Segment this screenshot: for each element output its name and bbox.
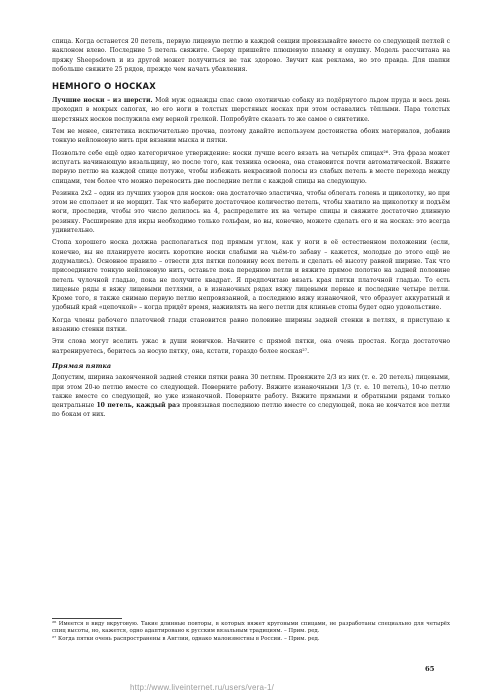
- paragraph-ribbing: Резинка 2x2 – один из лучших узоров для носков: она достаточно эластична, чтобы облегать голень и щиколотку, но при этом не сползает и не морщит. Так что наберите достаточное количество петель, чтобы хватило на щиколотку и подъём ноги, проследив, чтобы это число делилось на 4, распределите их на четыре спицы и свяжите достаточно длинную резинку. Расширение для икры необходимо только гольфам, но вы, конечно, можете сделать его и на носках: это всегда удивительно.: [52, 189, 450, 235]
- paragraph-wool-socks: [52, 96, 450, 124]
- paragraph-heel-flap: Когда члены рабочего платочной глади становится равно половине ширины задней стенки в петлях, я приступаю к вязанию стенки пятки.: [52, 316, 450, 334]
- paragraph-text: провязывая последнюю петлю вместе со следующей, пока не кончатся все петли по бокам от них.: [52, 402, 450, 419]
- footnote-26: ²⁶ Имеется в виду вкруговую. Такие длинные повторы, в которых вяжет круговыми спицами, не разработаны специально для четырёх спиц высоты, но, кажется, одно адаптировано к русским вязальным традициям. – Прим. ред.: [52, 621, 450, 635]
- page-body: [52, 37, 450, 423]
- page-number: 65: [425, 665, 435, 673]
- paragraph-heel: Стопа хорошего носка должна располагаться под прямым углом, как у ноги в её естественном положении (если, конечно, вы не планируете носить короткие носки слабыми на чьём-то забаву – кажется, молодые до этого ещё не додумались). Основное правило – отвести для пятки половину всех петель и сделать её высоту равной ширине. Так что присоедините тонкую нейлоновую нить, оставьте пока переднюю петли и вяжите прямое полотно на задней половине петель чулочной гладью, пока не получите квадрат. Я предпочитаю вязать края пятки платочной гладью. То есть лицевые ряды я вяжу лицевыми петлями, а в изнаночных рядах вяжу лицевыми первые и последние четыре петли. Кроме того, я также снимаю первую петлю непровязанной, а последнюю вяжу изнаночной, что образует аккуратный и удобный край «цепочкой» – когда придёт время, наживлять на него петли для клиньев стопы будет одно удовольствие.: [52, 239, 450, 312]
- section-heading-socks: НЕМНОГО О НОСКАХ: [52, 81, 156, 92]
- bold-lead-text: Лучшие носки – из шерсти.: [52, 97, 153, 105]
- paragraph-four-needles: Позвольте себе ещё одно категоричное утверждение: носки лучше всего вязать на четырёх спицах²⁶. Эта фраза может испугать начинающую вязальщицу, но после того, как техника освоена, она становится почти автоматической. Вяжите первую петлю на каждой спице потуже, чтобы избежать некрасивой полосы из слабых петель в месте перехода между спицами, тем более что можно переносить две последние петли с каждой спицы на следующую.: [52, 149, 450, 185]
- paragraph-text: Мой муж однажды спас свою охотничью собаку из подёрнутого льдом пруда и весь день проходил в мокрых сапогах, но его ноги в толстых шерстяных носках при этом оставались тёплыми. Пара толстых шерстяных носков послужила ему верной грелкой. Попробуйте сказать то же самое о синтетике.: [52, 97, 451, 123]
- source-watermark: http://www.liveinternet.ru/users/vera-1/: [130, 683, 275, 692]
- paragraph-hat-instructions: спица. Когда останется 20 петель, первую лицевую петлю в каждой секции провязывайте вместе со следующей петлей с наклоном влево. Последние 5 петель свяжите. Сверху пришейте плюшевую пламку и опушку. Модель рассчитана на пряжу Sheepsdown и из другой может получиться не так здорово. Звучит как реклама, но это правда. Для шапки побольше свяжите 25 рядов, прежде чем начать убавления.: [52, 38, 450, 73]
- paragraph-text: Допустим, ширина законченной задней стенки пятки равна 30 петлям. Провяжите 2/3 из них (т. е. 20 петель) лицевыми, при этом 20-ю петлю вместе со следующей. Поверните работу. Вяжите изнаночными 1/3 (т. е. 10 петель), 10-ю петлю также вместе со следующей, но уже изнаночной. Поверните работу. Вяжите прямыми и обратными рядами только центральные: [52, 374, 450, 410]
- paragraph-synthetics: Тем не менее, синтетика исключительно прочна, поэтому давайте используем достоинства обоих материалов, добавив тонкую нейлоновую нить при вязании мыска и пятки.: [52, 128, 450, 145]
- footnotes: [52, 618, 450, 643]
- subheading-straight-heel: Прямая пятка: [52, 361, 112, 370]
- footnote-27: ²⁷ Когда пятки очень распространены в Англии, однако малоизвестны в России. – Прим. ред.: [52, 635, 320, 642]
- paragraph-heel-turn: Эти слова могут вселить ужас в души новичков. Начните с прямой пятки, она очень простая. Когда достаточно натренируетесь, беритесь за носую пятку, она, кстати, гораздо более ноская²⁷.: [52, 338, 450, 355]
- footnote-divider: [52, 618, 122, 619]
- paragraph-straight-heel: [52, 373, 450, 419]
- bold-text: 10 петель, каждый раз: [96, 402, 181, 410]
